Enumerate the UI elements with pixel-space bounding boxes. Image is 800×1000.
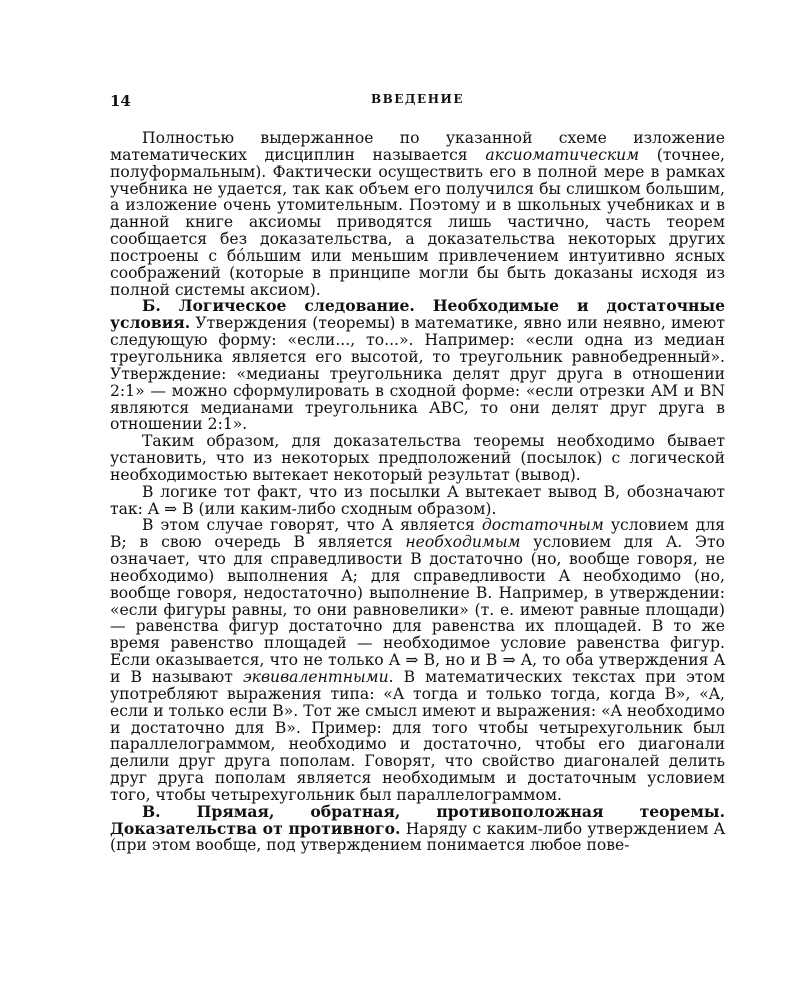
paragraph-logical-consequence [110, 298, 725, 433]
paragraph-sufficient-necessary [110, 517, 725, 803]
term-equivalent: эквивалентными [242, 668, 389, 686]
body-text [110, 130, 725, 854]
paragraph-text: Наряду с каким-либо утверждением A (при этом вообще, под утверждением понимается любое пове- [110, 819, 725, 855]
section-title: ВВЕДЕНИЕ [370, 92, 465, 106]
paragraph-text: условием для B; в свою очередь B является [110, 516, 725, 552]
section-heading-b: Б. Логическое следование. Необходимые и достаточные условия. [110, 296, 725, 333]
section-heading-v: В. Прямая, обратная, противоположная теоремы. Доказательства от противного. [110, 801, 725, 838]
page-number: 14 [110, 92, 131, 110]
paragraph-text: условием для A. Это означает, что для справедливости B достаточно (но, вообще говоря, не необходимо) выполнения A; для справедливости A необходимо (но, вообще говоря, недостаточно) выполнение B. Например, в утверждении: «если фигуры равны, то они равновелики» (т. е. имеют равные площади) — равенства фигур достаточно для равенства их площадей. В то же время равенство площадей — необходимое условие равенства фигур. Если оказывается, что не только A ⇒ B, но и B ⇒ A, то оба утверждения A и B называют [110, 533, 726, 686]
paragraph-text: В логике тот факт, что из посылки A вытекает вывод B, обозначают так: A ⇒ B (или каким-либо сходным образом). [110, 482, 725, 518]
page [110, 92, 725, 854]
paragraph-proof-necessity [110, 433, 725, 484]
paragraph-text: Утверждения (теоремы) в математике, явно или неявно, имеют следующую форму: «если..., то...». Например: «если одна из медиан треугольника является его высотой, то треугольник равнобедренный». Утверждение: «медианы треугольника делят друг друга в отношении 2:1» — можно сформулировать в сходной форме: «если отрезки AM и BN являются медианами треугольника ABC, то они делят друг друга в отношении 2:1». [110, 314, 725, 434]
paragraph-converse-theorems [110, 801, 725, 855]
paragraph-text: . В математических текстах при этом употребляют выражения типа: «A тогда и только тогда, когда B», «A, если и только если B». Тот же смысл имеют и выражения: «A необходимо и достаточно для B». Пример: для того чтобы четырехугольник был параллелограммом, необходимо и достаточно, чтобы его диагонали делили друг друга пополам. Говорят, что свойство диагоналей делить друг друга пополам является необходимым и достаточным условием того, чтобы четырехугольник был параллелограммом. [110, 668, 725, 804]
paragraph-text: В этом случае говорят, что A является [142, 516, 482, 535]
paragraph-implication-notation [110, 484, 725, 518]
paragraph-text: Полностью выдержанное по указанной схеме изложение математических дисциплин называется [110, 129, 725, 164]
paragraph-text: (точнее, полуформальным). Фактически осуществить его в полной мере в рамках учебника не удается, так как объем его получился бы слишком большим, а изложение очень утомительным. Поэтому и в школьных учебниках и в данной книге аксиомы приводятся лишь частично, часть теорем сообщается без доказательства, а доказательства некоторых других построены с бóльшим или меньшим привлечением интуитивно ясных соображений (которые в принципе могли бы быть доказаны исходя из полной системы аксиом). [110, 145, 726, 299]
paragraph-axiomatic [110, 130, 725, 298]
running-head [110, 92, 725, 114]
term-necessary: необходимым [405, 533, 521, 552]
paragraph-text: Таким образом, для доказательства теоремы необходимо бывает установить, что из некоторых предположений (посылок) с логической необходимостью вытекает некоторый результат (вывод). [110, 432, 725, 484]
term-axiomatic: аксиоматическим [485, 145, 640, 164]
term-sufficient: достаточным [481, 516, 604, 535]
